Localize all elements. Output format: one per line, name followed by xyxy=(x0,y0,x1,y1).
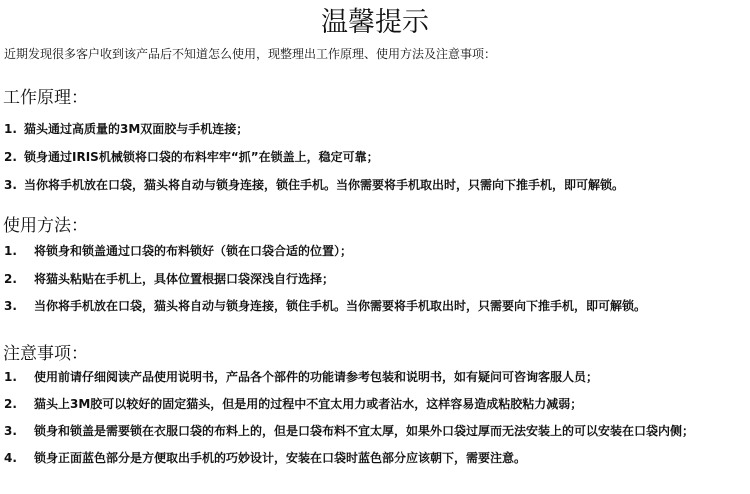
item-text: 当你将手机放在口袋，猫头将自动与锁身连接，锁住手机。当你需要将手机取出时，只需要向下推手机，即可解锁。 xyxy=(34,299,647,313)
item-number: 3. xyxy=(4,178,17,192)
list-item xyxy=(4,243,352,259)
item-number: 2. xyxy=(4,397,17,411)
page-title: 温馨提示 xyxy=(321,7,429,38)
item-text: 将猫头粘贴在手机上，具体位置根据口袋深浅自行选择； xyxy=(34,272,335,286)
item-number: 3. xyxy=(4,424,17,438)
list-item xyxy=(4,396,582,412)
list-item xyxy=(4,298,646,314)
item-text: 使用前请仔细阅读产品使用说明书，产品各个部件的功能请参考包装和说明书，如有疑问可咨询客服人员； xyxy=(34,370,599,384)
item-number: 1. xyxy=(4,122,17,136)
item-text: 当你将手机放在口袋，猫头将自动与锁身连接，锁住手机。当你需要将手机取出时，只需向下推手机，即可解锁。 xyxy=(24,178,625,192)
item-number: 4. xyxy=(4,451,17,465)
list-item xyxy=(4,423,694,439)
item-text: 将锁身和锁盖通过口袋的布料锁好（锁在口袋合适的位置）； xyxy=(34,244,353,258)
list-item xyxy=(4,271,334,287)
item-number: 2. xyxy=(4,272,17,286)
list-item xyxy=(4,121,248,137)
list-item xyxy=(4,177,624,193)
item-text: 锁身通过IRIS机械锁将口袋的布料牢牢“抓”在锁盖上，稳定可靠； xyxy=(24,150,379,164)
section-heading-usage: 使用方法： xyxy=(3,216,88,236)
intro-text: 近期发现很多客户收到该产品后不知道怎么使用，现整理出工作原理、使用方法及注意事项： xyxy=(4,47,497,61)
item-text: 猫头通过高质量的3M双面胶与手机连接； xyxy=(24,122,249,136)
section-heading-precautions: 注意事项： xyxy=(3,344,88,364)
item-number: 1. xyxy=(4,370,17,384)
list-item xyxy=(4,369,598,385)
list-item xyxy=(4,149,379,165)
list-item xyxy=(4,450,526,466)
item-text: 锁身和锁盖是需要锁在衣服口袋的布料上的，但是口袋布料不宜太厚，如果外口袋过厚而无法安装上的可以安装在口袋内侧； xyxy=(34,424,695,438)
item-number: 2. xyxy=(4,150,17,164)
section-heading-working-principle: 工作原理： xyxy=(3,88,88,108)
item-number: 1. xyxy=(4,244,17,258)
item-text: 锁身正面蓝色部分是方便取出手机的巧妙设计，安装在口袋时蓝色部分应该朝下，需要注意。 xyxy=(34,451,527,465)
item-number: 3. xyxy=(4,299,17,313)
item-text: 猫头上3M胶可以较好的固定猫头，但是用的过程中不宜太用力或者沾水，这样容易造成粘胶粘力减弱； xyxy=(34,397,583,411)
